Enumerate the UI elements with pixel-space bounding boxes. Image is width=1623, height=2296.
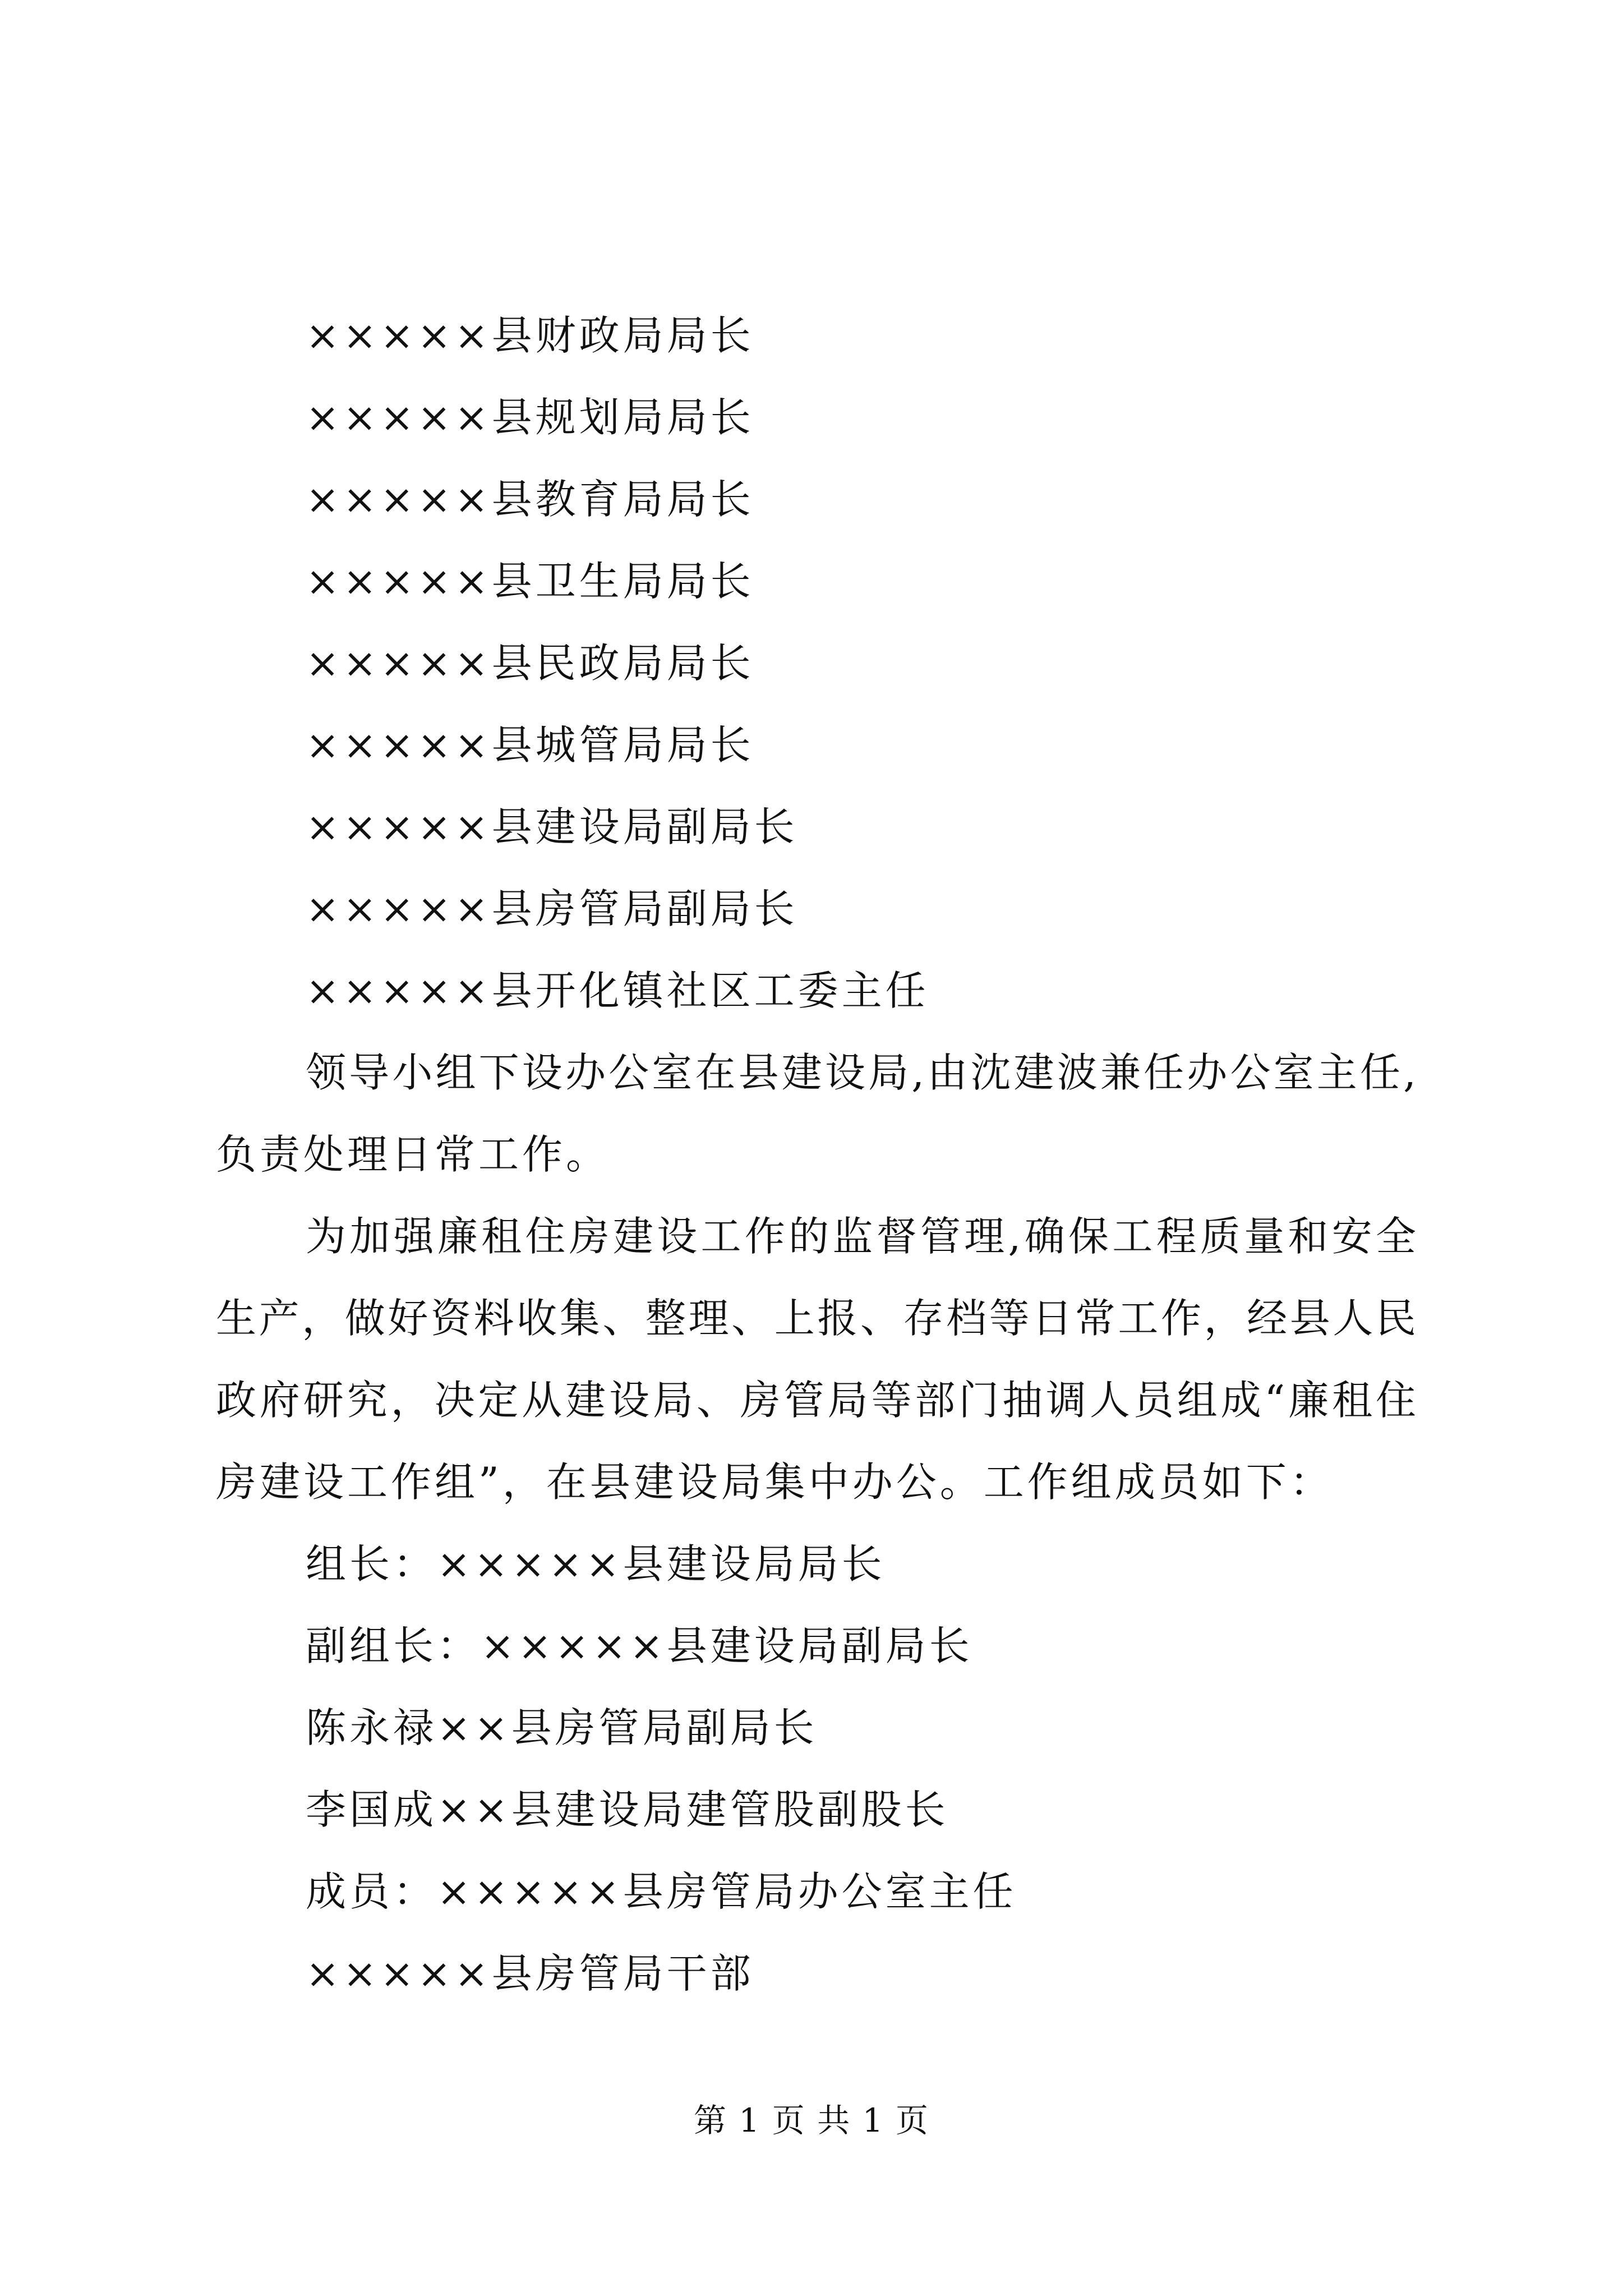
paragraph-workgroup-line: 政府研究，决定从建设局、房管局等部门抽调人员组成“廉租住 (216, 1377, 1416, 1424)
workgroup-member: 组长：×××××县建设局局长 (306, 1540, 886, 1588)
leader-list-item: ×××××县民政局局长 (306, 639, 754, 687)
leader-list-item: ×××××县建设局副局长 (306, 803, 798, 850)
paragraph-office-line: 领导小组下设办公室在县建设局,由沈建波兼任办公室主任, (306, 1049, 1416, 1096)
leader-list-item: ×××××县房管局副局长 (306, 885, 798, 932)
leader-list-item: ×××××县城管局局长 (306, 721, 754, 769)
workgroup-member: 成员：×××××县房管局办公室主任 (306, 1868, 1017, 1915)
workgroup-member: ×××××县房管局干部 (306, 1950, 754, 1997)
leader-list-item: ×××××县开化镇社区工委主任 (306, 967, 929, 1014)
paragraph-office-line: 负责处理日常工作。 (216, 1131, 610, 1178)
leader-list-item: ×××××县卫生局局长 (306, 558, 754, 605)
page-number-footer: 第 1 页 共 1 页 (694, 2101, 929, 2139)
paragraph-workgroup-line: 为加强廉租住房建设工作的监督管理,确保工程质量和安全 (306, 1213, 1416, 1260)
workgroup-member: 陈永禄××县房管局副局长 (306, 1704, 818, 1751)
workgroup-member: 副组长：×××××县建设局副局长 (306, 1622, 973, 1669)
leader-list-item: ×××××县教育局局长 (306, 476, 754, 523)
leader-list-item: ×××××县财政局局长 (306, 312, 754, 359)
paragraph-workgroup-line: 房建设工作组”，在县建设局集中办公。工作组成员如下： (216, 1458, 1334, 1506)
workgroup-member: 李国成××县建设局建管股副股长 (306, 1786, 949, 1833)
paragraph-workgroup-line: 生产，做好资料收集、整理、上报、存档等日常工作，经县人民 (216, 1295, 1416, 1342)
leader-list-item: ×××××县规划局局长 (306, 394, 754, 441)
